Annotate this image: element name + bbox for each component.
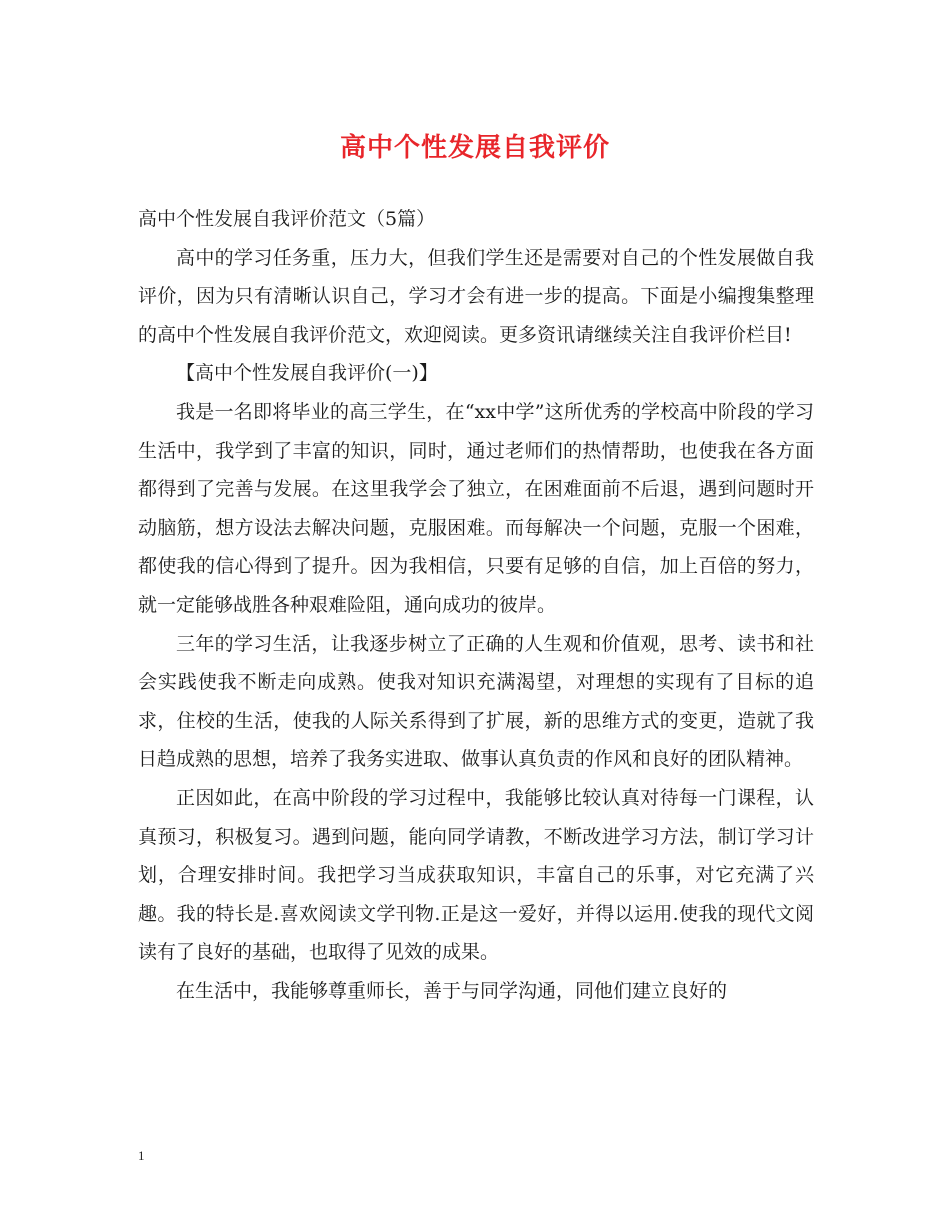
paragraph: 在生活中，我能够尊重师长，善于与同学沟通，同他们建立良好的 <box>176 979 728 1002</box>
document-subtitle: 高中个性发展自我评价范文（5篇） <box>138 208 436 230</box>
paragraph-intro: 高中的学习任务重，压力大，但我们学生还是需要对自己的个性发展做自我评价，因为只有清晰认识自己，学习才会有进一步的提高。下面是小编搜集整理的高中个性发展自我评价范文，欢迎阅读。更多资讯请继续关注自我评价栏目! <box>138 246 814 346</box>
paragraph: 正因如此，在高中阶段的学习过程中，我能够比较认真对待每一门课程，认真预习，积极复习。遇到问题，能向同学请教，不断改进学习方法，制订学习计划，合理安排时间。我把学习当成获取知识，丰富自己的乐事，对它充满了兴趣。我的特长是.喜欢阅读文学刊物.正是这一爱好，并得以运用.使我的现代文阅读有了良好的基础，也取得了见效的成果。 <box>138 786 814 964</box>
page-number: 1 <box>138 1148 145 1163</box>
paragraph: 三年的学习生活，让我逐步树立了正确的人生观和价值观，思考、读书和社会实践使我不断走向成熟。使我对知识充满渴望，对理想的实现有了目标的追求，住校的生活，使我的人际关系得到了扩展，新的思维方式的变更，造就了我日趋成熟的思想，培养了我务实进取、做事认真负责的作风和良好的团队精神。 <box>138 632 814 771</box>
document-title: 高中个性发展自我评价 <box>339 133 610 163</box>
document-body <box>138 200 814 1010</box>
paragraph: 我是一名即将毕业的高三学生，在“xx中学”这所优秀的学校高中阶段的学习生活中，我学到了丰富的知识，同时，通过老师们的热情帮助，也使我在各方面都得到了完善与发展。在这里我学会了独立，在困难面前不后退，遇到问题时开动脑筋，想方设法去解决问题，克服困难。而每解决一个问题，克服一个困难，都使我的信心得到了提升。因为我相信，只要有足够的自信，加上百倍的努力，就一定能够战胜各种艰难险阻，通向成功的彼岸。 <box>138 400 814 616</box>
section-heading: 【高中个性发展自我评价(一)】 <box>176 362 438 385</box>
